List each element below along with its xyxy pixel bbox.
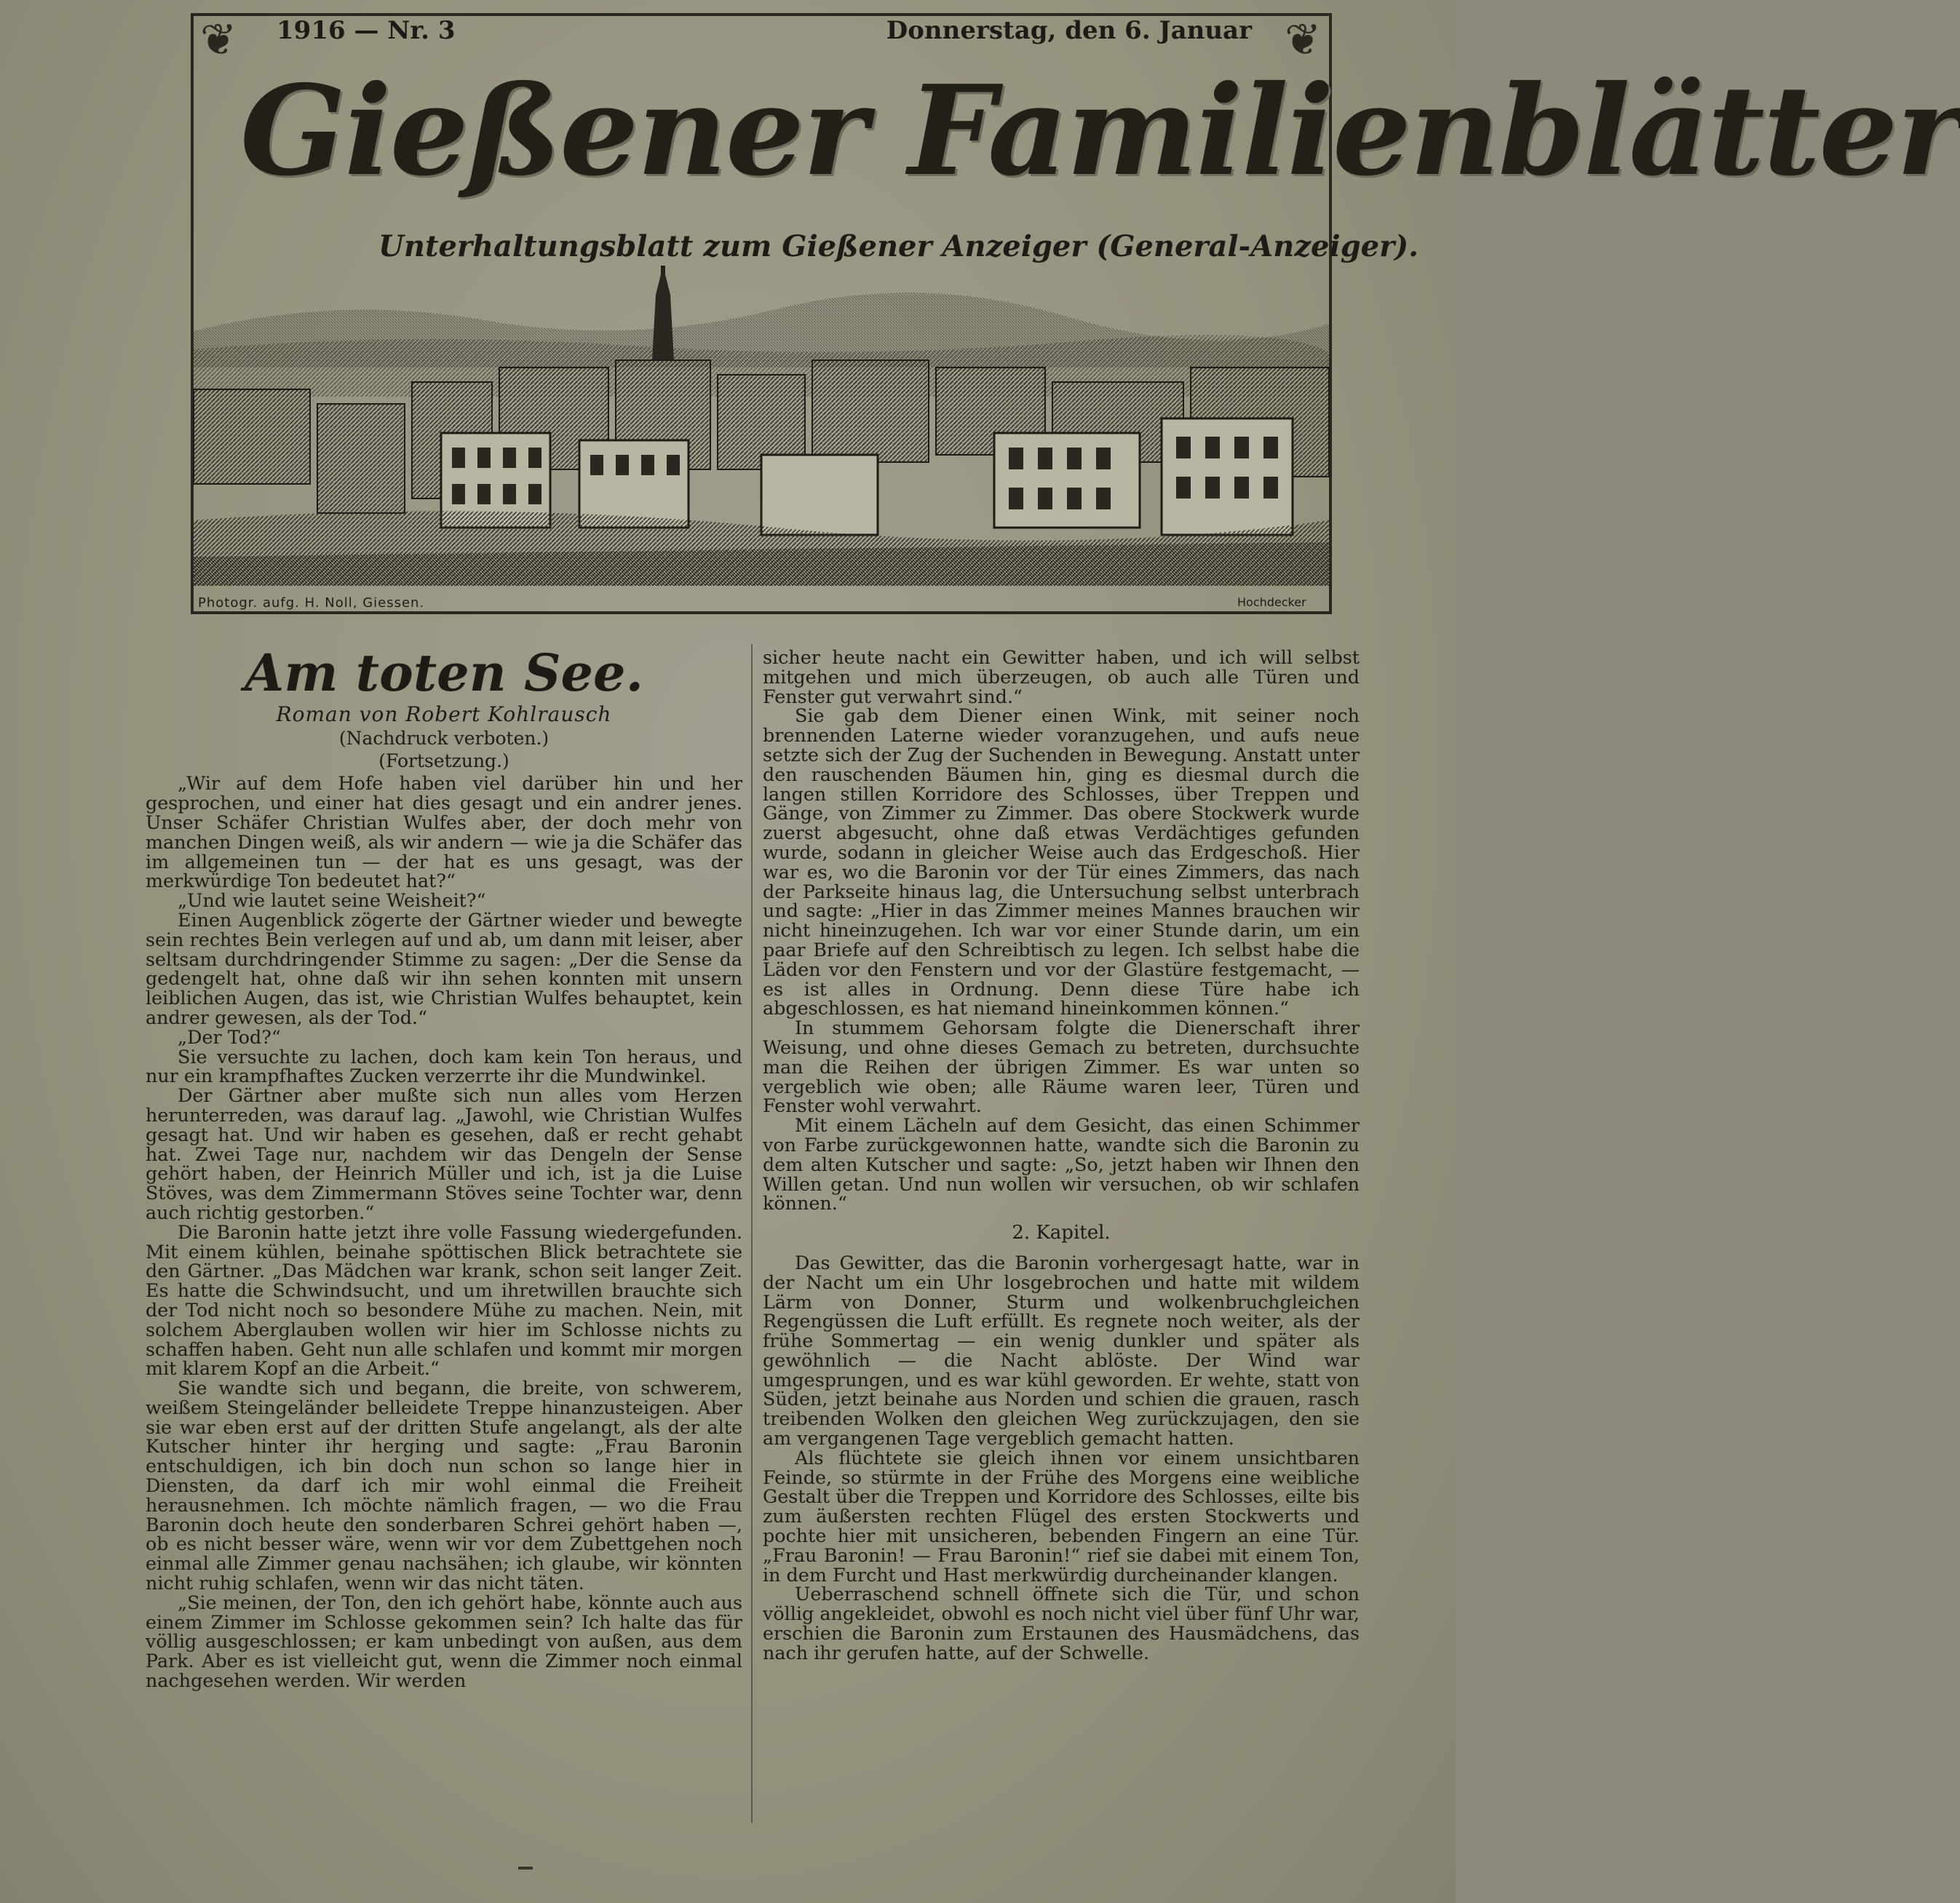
paragraph: „Wir auf dem Hofe haben viel darüber hin und her gesprochen, und einer hat dies gesagt und ein andrer jenes. Unser Schäfer Christian Wulfes aber, der doch mehr von manchen Dingen weiß, als wir andern — wie ja die Schäfer das im allgemeinen tun — der hat es uns gesagt, was der merkwürdige Ton bedeutet hat?“ bbox=[146, 772, 742, 892]
paragraph: Das Gewitter, das die Baronin vorhergesagt hatte, war in der Nacht um ein Uhr losgebrochen und hatte mit wildem Lärm von Donner, Sturm und wolkenbruchgleichen Regengüssen die Luft erfüllt. Es regnete noch weiter, als der frühe Sommertag — ein wenig dunkler und später als gewöhnlich — die Nacht ablöste. Der Wind war umgesprungen, und es war kühl geworden. Er wehte, statt von Süden, jetzt beinahe aus Norden und schien die grauen, rasch treibenden Wolken den gleichen Weg zurückzujagen, den sie am vergangenen Tage vergeblich gemacht hatten. bbox=[763, 1251, 1360, 1450]
town-panorama-illustration bbox=[194, 280, 1329, 586]
paragraph: sicher heute nacht ein Gewitter haben, und ich will selbst mitgehen und mich überzeugen, ob auch alle Türen und Fenster gut verwahrt sind.“ bbox=[763, 646, 1360, 707]
ornament-right-icon: ❦ bbox=[1285, 15, 1322, 65]
paragraph: Sie versuchte zu lachen, doch kam kein Ton heraus, und nur ein krampfhaftes Zucken verzerrte ihr die Mundwinkel. bbox=[146, 1045, 742, 1087]
newspaper-title: Gießener Familienblätter bbox=[240, 58, 1960, 204]
engraver-credit: Hochdecker bbox=[1237, 595, 1306, 609]
paragraph: In stummem Gehorsam folgte die Dienerschaft ihrer Weisung, und ohne dieses Gemach zu betreten, durchsuchte man die Reihen der übrigen Zimmer. Es war unten so vergeblich wie oben; alle Räume waren leer, Türen und Fenster wohl verwahrt. bbox=[763, 1017, 1360, 1117]
continuation-notice: (Fortsetzung.) bbox=[378, 750, 509, 771]
ornament-left-icon: ❦ bbox=[200, 15, 237, 65]
page-mark bbox=[518, 1867, 533, 1870]
paragraph: Als flüchtete sie gleich ihnen vor einem unsichtbaren Feinde, so stürmte in der Frühe des Morgens eine weibliche Gestalt über die Treppen und Korridore des Schlosses, eilte bis zum äußersten rechten Flügel des ersten Stockwerts und pochte hier mit unsicheren, bebenden Fingern an eine Tür. „Frau Baronin! — Frau Baronin!“ rief sie dabei mit einem Ton, in dem Furcht und Hast merkwürdig durcheinander klangen. bbox=[763, 1446, 1360, 1586]
issue-date: Donnerstag, den 6. Januar bbox=[886, 16, 1252, 45]
article-author: Roman von Robert Kohlrausch bbox=[276, 702, 612, 726]
paragraph: „Der Tod?“ bbox=[178, 1025, 281, 1048]
paragraph: Sie wandte sich und begann, die breite, von schwerem, weißem Steingeländer belleidete Treppe hinanzusteigen. Aber sie war eben erst auf der dritten Stufe angelangt, als der alte Kutscher hinter ihr herging und sagte: „Frau Baronin entschuldigen, ich bin doch nun schon so lange hier in Diensten, da darf ich mir wohl einmal die Freiheit herausnehmen. Ich möchte nämlich fragen, — wo die Frau Baronin doch heute den sonderbaren Schrei gehört haben —, ob es nicht besser wäre, wenn wir vor dem Zubettgehen noch einmal alle Zimmer genau nachsähen; ich glaube, wir könnten nicht ruhig schlafen, wenn wir das nicht täten. bbox=[146, 1377, 742, 1594]
paragraph: „Und wie lautet seine Weisheit?“ bbox=[178, 889, 486, 912]
issue-number: 1916 — Nr. 3 bbox=[277, 16, 456, 45]
left-column bbox=[146, 644, 742, 1691]
article-title: Am toten See. bbox=[245, 643, 643, 703]
photo-credit: Photogr. aufg. H. Noll, Giessen. bbox=[198, 595, 425, 611]
right-column bbox=[763, 648, 1360, 1663]
paragraph: Ueberraschend schnell öffnete sich die Tür, und schon völlig angekleidet, obwohl es noch nicht viel über fünf Uhr war, erschien die Baronin zum Erstaunen des Hausmädchens, das nach ihr gerufen hatte, auf der Schwelle. bbox=[763, 1583, 1360, 1664]
paragraph: Einen Augenblick zögerte der Gärtner wieder und bewegte sein rechtes Bein verlegen auf und ab, um dann mit leiser, aber seltsam durchdringender Stimme zu sagen: „Der die Sense da gedengelt hat, ohne daß wir ihn sehen konnten mit unsern leiblichen Augen, das ist, wie Christian Wulfes behauptet, kein andrer gewesen, als der Tod.“ bbox=[146, 908, 742, 1028]
paragraph: Sie gab dem Diener einen Wink, mit seiner noch brennenden Laterne wieder voranzugehen, und aufs neue setzte sich der Zug der Suchenden in Bewegung. Anstatt unter den rauschenden Bäumen hin, ging es diesmal durch die langen stillen Korridore des Schlosses, über Treppen und Gänge, von Zimmer zu Zimmer. Das obere Stockwerk wurde zuerst abgesucht, ohne daß etwas Verdächtiges gefunden wurde, sodann in gleicher Weise auch das Erdgeschoß. Hier war es, wo die Baronin vor der Tür eines Zimmers, das nach der Parkseite hinaus lag, die Untersuchung selbst unterbrach und sagte: „Hier in das Zimmer meines Mannes brauchen wir nicht hineinzugehen. Ich war vor einer Stunde darin, um ein paar Briefe auf den Schreibtisch zu legen. Ich selbst habe die Läden vor den Fenstern und vor der Glastüre festgemacht, — es ist alles in Ordnung. Denn diese Türe habe ich abgeschlossen, es hat niemand hineinkommen können.“ bbox=[763, 704, 1360, 1020]
reprint-notice: (Nachdruck verboten.) bbox=[338, 727, 549, 749]
paragraph: Mit einem Lächeln auf dem Gesicht, das einen Schimmer von Farbe zurückgewonnen hatte, wandte sich die Baronin zu dem alten Kutscher und sagte: „So, jetzt haben wir Ihnen den Willen getan. Und nun wollen wir versuchen, ob wir schlafen können.“ bbox=[763, 1114, 1360, 1215]
chapter-heading: 2. Kapitel. bbox=[1012, 1222, 1111, 1244]
paragraph: Die Baronin hatte jetzt ihre volle Fassung wiedergefunden. Mit einem kühlen, beinahe spöttischen Blick betrachtete sie den Gärtner. „Das Mädchen war krank, schon seit langer Zeit. Es hatte die Schwindsucht, und um ihretwillen brauchte sich der Tod nicht noch so besondere Mühe zu machen. Nein, mit solchem Aberglauben wollen wir hier im Schlosse nichts zu schaffen haben. Geht nun alle schlafen und kommt mir morgen mit klarem Kopf an die Arbeit.“ bbox=[146, 1220, 742, 1380]
newspaper-subtitle: Unterhaltungsblatt zum Gießener Anzeiger (General-Anzeiger). bbox=[378, 229, 1419, 263]
column-divider bbox=[751, 644, 753, 1823]
paragraph: „Sie meinen, der Ton, den ich gehört habe, könnte auch aus einem Zimmer im Schlosse gekommen sein? Ich halte das für völlig ausgeschlossen; er kam unbedingt von außen, aus dem Park. Aber es ist vielleicht gut, wenn die Zimmer noch einmal nachgesehen werden. Wir werden bbox=[146, 1591, 742, 1692]
paragraph: Der Gärtner aber mußte sich nun alles vom Herzen herunterreden, was darauf lag. „Jawohl, wie Christian Wulfes gesagt hat. Und wir haben es gesehen, daß er recht gehabt hat. Zwei Tage nur, nachdem wir das Dengeln der Sense gehört haben, der Heinrich Müller und ich, ist ja die Luise Stöves, was dem Zimmermann Stöves seine Tochter war, denn auch richtig gestorben.“ bbox=[146, 1084, 742, 1223]
